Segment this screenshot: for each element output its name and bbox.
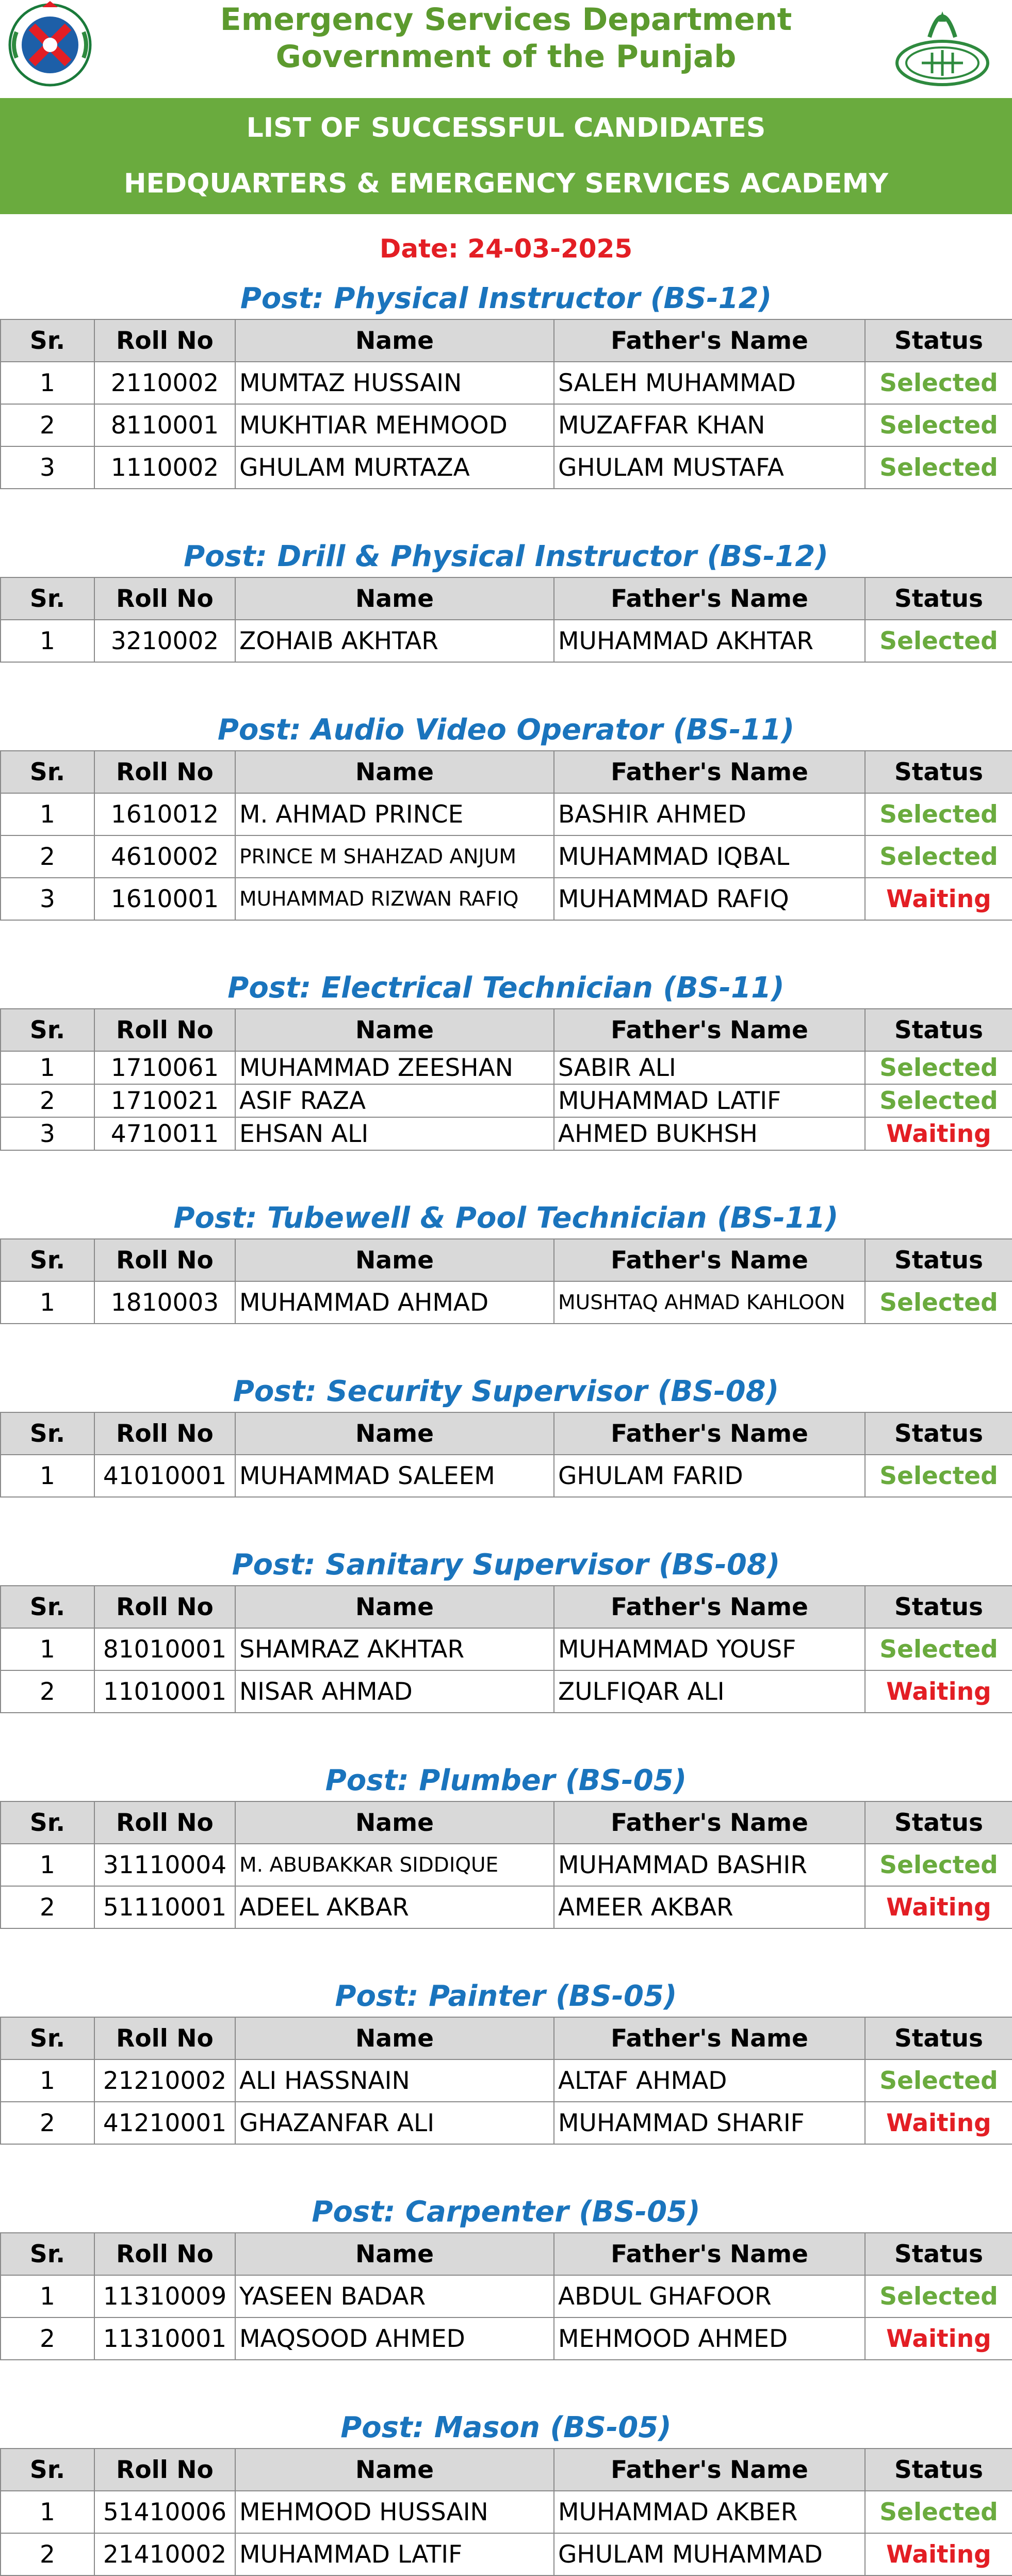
cell-father: SALEH MUHAMMAD: [554, 362, 865, 404]
post-section: [0, 538, 1012, 663]
column-header-status: Status: [865, 2017, 1012, 2059]
candidates-table: [0, 2448, 1012, 2576]
cell-sr: 2: [1, 1084, 94, 1117]
cell-roll: 21410002: [94, 2533, 235, 2575]
column-header-name: Name: [235, 319, 554, 362]
column-header-status: Status: [865, 1801, 1012, 1844]
banner-subtitle: HEDQUARTERS & EMERGENCY SERVICES ACADEMY: [123, 168, 889, 199]
table-header-row: [1, 1009, 1012, 1051]
table-row: [1, 1084, 1012, 1117]
table-row: [1, 2275, 1012, 2317]
cell-sr: 1: [1, 2491, 94, 2533]
column-header-sr: Sr.: [1, 2449, 94, 2491]
column-header-father: Father's Name: [554, 2449, 865, 2491]
cell-status: Waiting: [865, 1886, 1012, 1928]
post-section: [0, 969, 1012, 1151]
table-row: [1, 1886, 1012, 1928]
candidates-table: [0, 1238, 1012, 1324]
table-row: [1, 2317, 1012, 2360]
cell-father: ZULFIQAR ALI: [554, 1670, 865, 1713]
cell-roll: 51110001: [94, 1886, 235, 1928]
cell-roll: 1110002: [94, 446, 235, 489]
column-header-status: Status: [865, 1412, 1012, 1455]
table-header-row: [1, 2017, 1012, 2059]
post-title: Post: Sanitary Supervisor (BS-08): [232, 1548, 780, 1582]
cell-father: GHULAM FARID: [554, 1455, 865, 1497]
cell-father: MUHAMMAD AKHTAR: [554, 620, 865, 662]
candidates-table: [0, 1585, 1012, 1713]
cell-roll: 11310001: [94, 2317, 235, 2360]
column-header-father: Father's Name: [554, 2017, 865, 2059]
cell-name: EHSAN ALI: [235, 1117, 554, 1150]
cell-name: M. ABUBAKKAR SIDDIQUE: [235, 1844, 554, 1886]
column-header-sr: Sr.: [1, 577, 94, 620]
cell-roll: 81010001: [94, 1628, 235, 1670]
post-title: Post: Audio Video Operator (BS-11): [217, 713, 795, 747]
cell-roll: 11010001: [94, 1670, 235, 1713]
column-header-father: Father's Name: [554, 1239, 865, 1281]
cell-name: ADEEL AKBAR: [235, 1886, 554, 1928]
post-section: [0, 2193, 1012, 2360]
sections-container: [0, 280, 1012, 2576]
table-row: [1, 2533, 1012, 2575]
table-header-row: [1, 751, 1012, 793]
cell-status: Waiting: [865, 1670, 1012, 1713]
table-row: [1, 1117, 1012, 1150]
cell-status: Selected: [865, 1455, 1012, 1497]
cell-status: Selected: [865, 1844, 1012, 1886]
cell-father: ABDUL GHAFOOR: [554, 2275, 865, 2317]
cell-sr: 1: [1, 1844, 94, 1886]
cell-status: Selected: [865, 835, 1012, 878]
column-header-status: Status: [865, 1239, 1012, 1281]
cell-roll: 41010001: [94, 1455, 235, 1497]
cell-sr: 3: [1, 878, 94, 920]
cell-name: NISAR AHMAD: [235, 1670, 554, 1713]
post-section: [0, 1762, 1012, 1929]
column-header-name: Name: [235, 2449, 554, 2491]
cell-name: MEHMOOD HUSSAIN: [235, 2491, 554, 2533]
candidates-table: [0, 1008, 1012, 1151]
cell-status: Waiting: [865, 2533, 1012, 2575]
post-title: Post: Physical Instructor (BS-12): [240, 282, 772, 315]
cell-sr: 1: [1, 2059, 94, 2102]
candidates-table: [0, 1801, 1012, 1929]
cell-sr: 2: [1, 1886, 94, 1928]
cell-name: ALI HASSNAIN: [235, 2059, 554, 2102]
cell-status: Selected: [865, 1051, 1012, 1084]
column-header-father: Father's Name: [554, 1009, 865, 1051]
post-title: Post: Electrical Technician (BS-11): [227, 971, 785, 1005]
cell-father: BASHIR AHMED: [554, 793, 865, 835]
cell-roll: 11310009: [94, 2275, 235, 2317]
table-row: [1, 1455, 1012, 1497]
column-header-name: Name: [235, 1801, 554, 1844]
cell-sr: 1: [1, 1628, 94, 1670]
punjab-government-logo: [893, 1, 991, 89]
cell-sr: 2: [1, 2533, 94, 2575]
candidates-table: [0, 319, 1012, 489]
column-header-status: Status: [865, 1586, 1012, 1628]
table-header-row: [1, 2233, 1012, 2275]
column-header-father: Father's Name: [554, 1801, 865, 1844]
banner-title: LIST OF SUCCESSFUL CANDIDATES: [246, 112, 766, 143]
column-header-roll: Roll No: [94, 1412, 235, 1455]
cell-status: Selected: [865, 620, 1012, 662]
post-section: [0, 711, 1012, 921]
cell-roll: 1610012: [94, 793, 235, 835]
cell-sr: 1: [1, 1051, 94, 1084]
cell-roll: 1610001: [94, 878, 235, 920]
column-header-name: Name: [235, 1009, 554, 1051]
column-header-sr: Sr.: [1, 1586, 94, 1628]
column-header-status: Status: [865, 751, 1012, 793]
column-header-sr: Sr.: [1, 1412, 94, 1455]
cell-father: AMEER AKBAR: [554, 1886, 865, 1928]
post-title: Post: Security Supervisor (BS-08): [233, 1375, 779, 1408]
table-row: [1, 1628, 1012, 1670]
post-section: [0, 2409, 1012, 2576]
post-title: Post: Drill & Physical Instructor (BS-12): [184, 540, 828, 573]
cell-roll: 51410006: [94, 2491, 235, 2533]
column-header-sr: Sr.: [1, 751, 94, 793]
column-header-sr: Sr.: [1, 1239, 94, 1281]
list-date: Date: 24-03-2025: [379, 234, 633, 264]
cell-sr: 1: [1, 793, 94, 835]
cell-name: GHAZANFAR ALI: [235, 2102, 554, 2144]
column-header-name: Name: [235, 1239, 554, 1281]
column-header-status: Status: [865, 577, 1012, 620]
column-header-roll: Roll No: [94, 1009, 235, 1051]
cell-roll: 4710011: [94, 1117, 235, 1150]
column-header-status: Status: [865, 319, 1012, 362]
cell-father: MUSHTAQ AHMAD KAHLOON: [554, 1281, 865, 1324]
table-row: [1, 620, 1012, 662]
table-row: [1, 835, 1012, 878]
column-header-roll: Roll No: [94, 2233, 235, 2275]
title-banner: [0, 98, 1012, 214]
cell-roll: 3210002: [94, 620, 235, 662]
table-header-row: [1, 577, 1012, 620]
post-title: Post: Painter (BS-05): [335, 1979, 677, 2013]
column-header-name: Name: [235, 577, 554, 620]
column-header-status: Status: [865, 1009, 1012, 1051]
cell-father: GHULAM MUHAMMAD: [554, 2533, 865, 2575]
cell-sr: 2: [1, 835, 94, 878]
column-header-sr: Sr.: [1, 1009, 94, 1051]
cell-status: Selected: [865, 1084, 1012, 1117]
cell-name: MUMTAZ HUSSAIN: [235, 362, 554, 404]
cell-sr: 1: [1, 362, 94, 404]
cell-roll: 1810003: [94, 1281, 235, 1324]
column-header-roll: Roll No: [94, 1586, 235, 1628]
column-header-name: Name: [235, 1586, 554, 1628]
column-header-father: Father's Name: [554, 319, 865, 362]
cell-status: Selected: [865, 404, 1012, 446]
cell-roll: 31110004: [94, 1844, 235, 1886]
department-name: Emergency Services Department: [220, 2, 792, 38]
candidates-table: [0, 750, 1012, 921]
table-header-row: [1, 2449, 1012, 2491]
cell-roll: 1710021: [94, 1084, 235, 1117]
table-row: [1, 362, 1012, 404]
table-row: [1, 793, 1012, 835]
table-row: [1, 2491, 1012, 2533]
post-section: [0, 1546, 1012, 1713]
cell-roll: 41210001: [94, 2102, 235, 2144]
column-header-father: Father's Name: [554, 2233, 865, 2275]
column-header-name: Name: [235, 751, 554, 793]
cell-status: Selected: [865, 446, 1012, 489]
table-row: [1, 878, 1012, 920]
column-header-name: Name: [235, 1412, 554, 1455]
cell-sr: 3: [1, 1117, 94, 1150]
cell-name: PRINCE M SHAHZAD ANJUM: [235, 835, 554, 878]
column-header-roll: Roll No: [94, 2017, 235, 2059]
table-row: [1, 404, 1012, 446]
column-header-roll: Roll No: [94, 319, 235, 362]
cell-sr: 1: [1, 620, 94, 662]
cell-name: YASEEN BADAR: [235, 2275, 554, 2317]
cell-father: MUZAFFAR KHAN: [554, 404, 865, 446]
post-section: [0, 1199, 1012, 1324]
column-header-father: Father's Name: [554, 1412, 865, 1455]
table-row: [1, 1670, 1012, 1713]
cell-father: AHMED BUKHSH: [554, 1117, 865, 1150]
column-header-roll: Roll No: [94, 751, 235, 793]
cell-sr: 1: [1, 1281, 94, 1324]
cell-roll: 1710061: [94, 1051, 235, 1084]
cell-name: SHAMRAZ AKHTAR: [235, 1628, 554, 1670]
cell-name: MUHAMMAD AHMAD: [235, 1281, 554, 1324]
cell-status: Selected: [865, 362, 1012, 404]
column-header-roll: Roll No: [94, 2449, 235, 2491]
cell-roll: 21210002: [94, 2059, 235, 2102]
cell-father: MUHAMMAD IQBAL: [554, 835, 865, 878]
candidates-table: [0, 1412, 1012, 1498]
cell-father: GHULAM MUSTAFA: [554, 446, 865, 489]
page-header: [0, 0, 1012, 98]
cell-status: Selected: [865, 2491, 1012, 2533]
column-header-status: Status: [865, 2233, 1012, 2275]
column-header-name: Name: [235, 2233, 554, 2275]
cell-sr: 2: [1, 2102, 94, 2144]
candidates-table: [0, 2232, 1012, 2360]
post-title: Post: Carpenter (BS-05): [312, 2195, 700, 2229]
cell-name: ASIF RAZA: [235, 1084, 554, 1117]
cell-status: Waiting: [865, 1117, 1012, 1150]
cell-father: MUHAMMAD YOUSF: [554, 1628, 865, 1670]
column-header-roll: Roll No: [94, 577, 235, 620]
column-header-sr: Sr.: [1, 2017, 94, 2059]
table-header-row: [1, 1239, 1012, 1281]
cell-status: Waiting: [865, 2317, 1012, 2360]
cell-name: MUHAMMAD ZEESHAN: [235, 1051, 554, 1084]
cell-status: Waiting: [865, 2102, 1012, 2144]
cell-name: GHULAM MURTAZA: [235, 446, 554, 489]
column-header-father: Father's Name: [554, 577, 865, 620]
cell-sr: 2: [1, 1670, 94, 1713]
cell-status: Selected: [865, 1628, 1012, 1670]
column-header-name: Name: [235, 2017, 554, 2059]
cell-name: MAQSOOD AHMED: [235, 2317, 554, 2360]
cell-father: MUHAMMAD LATIF: [554, 1084, 865, 1117]
post-section: [0, 1977, 1012, 2145]
column-header-roll: Roll No: [94, 1239, 235, 1281]
cell-name: M. AHMAD PRINCE: [235, 793, 554, 835]
government-name: Government of the Punjab: [275, 39, 737, 75]
table-header-row: [1, 1801, 1012, 1844]
table-header-row: [1, 1586, 1012, 1628]
cell-father: MEHMOOD AHMED: [554, 2317, 865, 2360]
cell-father: SABIR ALI: [554, 1051, 865, 1084]
cell-sr: 2: [1, 404, 94, 446]
cell-sr: 1: [1, 2275, 94, 2317]
table-header-row: [1, 1412, 1012, 1455]
cell-father: MUHAMMAD BASHIR: [554, 1844, 865, 1886]
cell-name: MUHAMMAD LATIF: [235, 2533, 554, 2575]
cell-sr: 3: [1, 446, 94, 489]
cell-status: Waiting: [865, 878, 1012, 920]
table-row: [1, 2102, 1012, 2144]
column-header-father: Father's Name: [554, 1586, 865, 1628]
table-row: [1, 1281, 1012, 1324]
column-header-sr: Sr.: [1, 2233, 94, 2275]
column-header-status: Status: [865, 2449, 1012, 2491]
cell-sr: 2: [1, 2317, 94, 2360]
cell-father: ALTAF AHMAD: [554, 2059, 865, 2102]
post-title: Post: Plumber (BS-05): [325, 1764, 687, 1797]
cell-roll: 8110001: [94, 404, 235, 446]
cell-status: Selected: [865, 2059, 1012, 2102]
candidates-table: [0, 2017, 1012, 2145]
column-header-roll: Roll No: [94, 1801, 235, 1844]
cell-name: MUHAMMAD SALEEM: [235, 1455, 554, 1497]
cell-status: Selected: [865, 2275, 1012, 2317]
cell-father: MUHAMMAD RAFIQ: [554, 878, 865, 920]
cell-sr: 1: [1, 1455, 94, 1497]
column-header-sr: Sr.: [1, 319, 94, 362]
cell-father: MUHAMMAD AKBER: [554, 2491, 865, 2533]
column-header-sr: Sr.: [1, 1801, 94, 1844]
table-row: [1, 446, 1012, 489]
cell-roll: 4610002: [94, 835, 235, 878]
post-section: [0, 280, 1012, 489]
table-row: [1, 1051, 1012, 1084]
candidates-table: [0, 577, 1012, 663]
column-header-father: Father's Name: [554, 751, 865, 793]
cell-name: ZOHAIB AKHTAR: [235, 620, 554, 662]
cell-name: MUHAMMAD RIZWAN RAFIQ: [235, 878, 554, 920]
cell-status: Selected: [865, 793, 1012, 835]
post-title: Post: Tubewell & Pool Technician (BS-11): [173, 1201, 839, 1235]
table-row: [1, 1844, 1012, 1886]
post-section: [0, 1373, 1012, 1498]
table-row: [1, 2059, 1012, 2102]
cell-status: Selected: [865, 1281, 1012, 1324]
post-title: Post: Mason (BS-05): [340, 2411, 672, 2444]
cell-name: MUKHTIAR MEHMOOD: [235, 404, 554, 446]
cell-roll: 2110002: [94, 362, 235, 404]
rescue-1122-logo: [1, 1, 99, 89]
cell-father: MUHAMMAD SHARIF: [554, 2102, 865, 2144]
table-header-row: [1, 319, 1012, 362]
